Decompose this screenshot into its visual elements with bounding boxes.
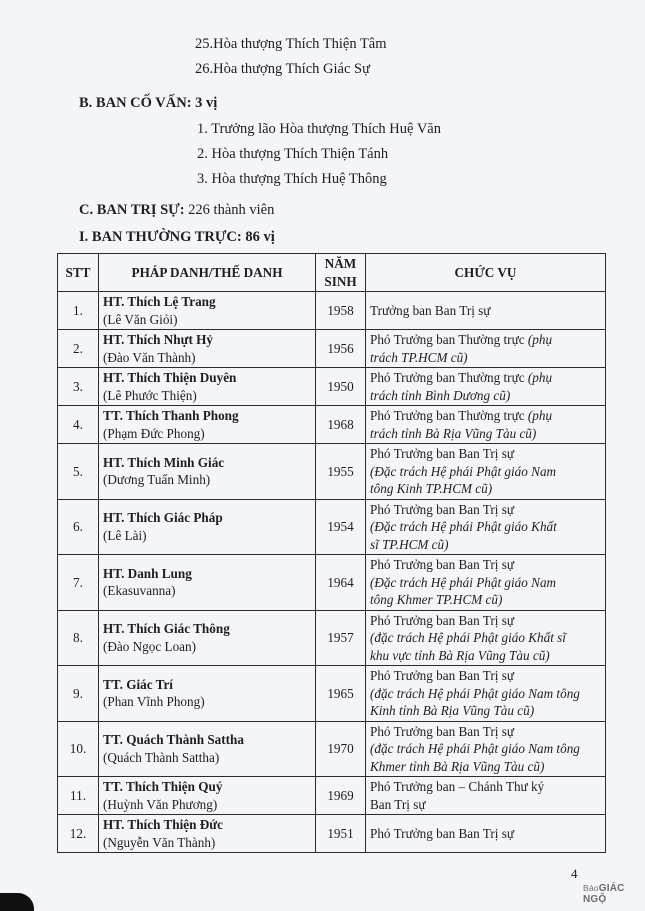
advisor-item: 3. Hòa thượng Thích Huệ Thông <box>197 171 387 187</box>
role-line: Phó Trưởng ban Ban Trị sự <box>370 668 515 683</box>
list-item: 26.Hòa thượng Thích Giác Sự <box>195 61 370 77</box>
cell-name <box>99 777 316 815</box>
role-line: (Đặc trách Hệ phái Phật giáo Khất <box>370 519 557 534</box>
cell-role <box>366 555 606 611</box>
cell-stt: 7. <box>58 555 99 611</box>
table-row <box>58 721 606 777</box>
table-row <box>58 666 606 722</box>
cell-name <box>99 292 316 330</box>
dharma-name: TT. Giác Trí <box>103 676 173 692</box>
cell-name <box>99 666 316 722</box>
cell-name <box>99 406 316 444</box>
cell-role <box>366 666 606 722</box>
cell-stt: 1. <box>58 292 99 330</box>
role-line: Kinh tỉnh Bà Rịa Vũng Tàu cũ) <box>370 703 535 718</box>
role-line: Phó Trưởng ban Thường trực (phụ <box>370 408 553 423</box>
advisor-item: 1. Trưởng lão Hòa thượng Thích Huệ Văn <box>197 121 441 137</box>
role-line: tông Khmer TP.HCM cũ) <box>370 592 503 607</box>
secular-name: (Đào Văn Thành) <box>103 349 196 365</box>
secular-name: (Lê Lài) <box>103 527 147 543</box>
cell-year: 1965 <box>316 666 366 722</box>
header-role: CHỨC VỤ <box>366 254 606 292</box>
cell-year: 1955 <box>316 444 366 500</box>
role-line: Phó Trưởng ban Ban Trị sự <box>370 723 515 739</box>
role-line: Trưởng ban Ban Trị sự <box>370 302 491 318</box>
cell-name <box>99 444 316 500</box>
table-row <box>58 777 606 815</box>
dharma-name: HT. Thích Nhựt Hỷ <box>103 332 214 347</box>
cell-name <box>99 499 316 555</box>
table-row <box>58 444 606 500</box>
dharma-name: HT. Thích Thiện Duyên <box>103 370 237 385</box>
role-line: Phó Trưởng ban Thường trực (phụ <box>370 370 553 385</box>
secular-name: (Quách Thành Sattha) <box>103 749 220 765</box>
cell-stt: 4. <box>58 406 99 444</box>
secular-name: (Lê Phước Thiện) <box>103 387 197 403</box>
table-row <box>58 555 606 611</box>
role-line: tông Kinh TP.HCM cũ) <box>370 481 493 496</box>
role-line: Phó Trưởng ban Ban Trị sự <box>370 612 515 628</box>
cell-stt: 6. <box>58 499 99 555</box>
cell-name <box>99 555 316 611</box>
giac-ngo-logo: BáoGIÁC NGỘ <box>583 883 625 905</box>
cell-year: 1969 <box>316 777 366 815</box>
table-row <box>58 406 606 444</box>
cell-role <box>366 406 606 444</box>
role-line: Khmer tỉnh Bà Rịa Vũng Tàu cũ) <box>370 758 545 774</box>
section-c-count: 226 thành viên <box>184 202 275 218</box>
role-line: Phó Trưởng ban – Chánh Thư ký <box>370 779 545 794</box>
dharma-name: HT. Danh Lung <box>103 565 192 581</box>
secular-name: (Dương Tuấn Minh) <box>103 472 211 488</box>
table-row <box>58 499 606 555</box>
dharma-name: HT. Thích Minh Giác <box>103 454 225 470</box>
section-i-heading: I. BAN THƯỜNG TRỰC: 86 vị <box>79 229 275 245</box>
list-item: 25.Hòa thượng Thích Thiện Tâm <box>195 36 387 52</box>
cell-name <box>99 815 316 853</box>
dharma-name: HT. Thích Thiện Đức <box>103 817 224 832</box>
cell-year: 1951 <box>316 815 366 853</box>
cell-stt: 9. <box>58 666 99 722</box>
role-line: trách TP.HCM cũ) <box>370 349 468 365</box>
page-number: 4 <box>571 866 578 881</box>
dharma-name: TT. Thích Thiện Quý <box>103 779 223 794</box>
cell-role <box>366 330 606 368</box>
cell-year: 1950 <box>316 368 366 406</box>
header-year: NĂM SINH <box>316 254 366 292</box>
section-c-title: C. BAN TRỊ SỰ: <box>79 202 185 218</box>
secular-name: (Nguyễn Văn Thành) <box>103 834 216 850</box>
table-row <box>58 368 606 406</box>
cell-stt: 11. <box>58 777 99 815</box>
secular-name: (Lê Văn Giỏi) <box>103 311 178 327</box>
cell-name <box>99 610 316 666</box>
cell-role <box>366 777 606 815</box>
cell-stt: 2. <box>58 330 99 368</box>
dharma-name: HT. Thích Giác Pháp <box>103 510 223 526</box>
cell-role <box>366 292 606 330</box>
header-name: PHÁP DANH/THẾ DANH <box>99 254 316 292</box>
cell-role <box>366 815 606 853</box>
cell-year: 1970 <box>316 721 366 777</box>
cell-role <box>366 499 606 555</box>
dharma-name: HT. Thích Lệ Trang <box>103 294 216 309</box>
table-header-row <box>58 254 606 292</box>
cell-year: 1968 <box>316 406 366 444</box>
cell-role <box>366 610 606 666</box>
cell-stt: 5. <box>58 444 99 500</box>
advisor-item: 2. Hòa thượng Thích Thiện Tánh <box>197 146 389 162</box>
cell-stt: 12. <box>58 815 99 853</box>
role-line: trách tỉnh Bà Rịa Vũng Tàu cũ) <box>370 425 537 441</box>
role-line: Ban Trị sự <box>370 796 426 812</box>
role-line: sĩ TP.HCM cũ) <box>370 536 449 552</box>
secular-name: (Đào Ngọc Loan) <box>103 638 197 654</box>
standing-committee-table <box>57 253 606 853</box>
cell-stt: 3. <box>58 368 99 406</box>
table-row <box>58 610 606 666</box>
secular-name: (Huỳnh Văn Phương) <box>103 796 218 812</box>
role-line: Phó Trưởng ban Thường trực (phụ <box>370 332 553 347</box>
role-line: (Đặc trách Hệ phái Phật giáo Nam <box>370 574 557 590</box>
table-row <box>58 330 606 368</box>
cell-role <box>366 721 606 777</box>
role-line: Phó Trưởng ban Ban Trị sự <box>370 825 515 841</box>
cell-name <box>99 330 316 368</box>
role-line: trách tỉnh Bình Dương cũ) <box>370 387 511 403</box>
table-row <box>58 815 606 853</box>
role-line: (Đặc trách Hệ phái Phật giáo Nam <box>370 463 557 479</box>
cell-year: 1964 <box>316 555 366 611</box>
section-b-heading: B. BAN CỐ VẤN: 3 vị <box>79 95 218 111</box>
role-line: (đặc trách Hệ phái Phật giáo Khất sĩ <box>370 630 566 645</box>
dharma-name: HT. Thích Giác Thông <box>103 621 230 637</box>
cell-role <box>366 368 606 406</box>
section-c-heading <box>79 202 274 219</box>
header-stt: STT <box>58 254 99 292</box>
cell-year: 1956 <box>316 330 366 368</box>
role-line: (đặc trách Hệ phái Phật giáo Nam tông <box>370 741 580 756</box>
cell-name <box>99 721 316 777</box>
role-line: khu vực tỉnh Bà Rịa Vũng Tàu cũ) <box>370 647 550 663</box>
cell-role <box>366 444 606 500</box>
secular-name: (Ekasuvanna) <box>103 583 176 599</box>
role-line: Phó Trưởng ban Ban Trị sự <box>370 557 515 572</box>
scan-corner-shadow <box>0 893 34 911</box>
cell-name <box>99 368 316 406</box>
cell-year: 1958 <box>316 292 366 330</box>
cell-stt: 8. <box>58 610 99 666</box>
dharma-name: TT. Quách Thành Sattha <box>103 732 244 748</box>
cell-year: 1957 <box>316 610 366 666</box>
secular-name: (Phan Vĩnh Phong) <box>103 694 205 710</box>
role-line: Phó Trưởng ban Ban Trị sự <box>370 501 515 517</box>
table-row <box>58 292 606 330</box>
role-line: Phó Trưởng ban Ban Trị sự <box>370 446 515 461</box>
role-line: (đặc trách Hệ phái Phật giáo Nam tông <box>370 685 580 701</box>
secular-name: (Phạm Đức Phong) <box>103 425 205 441</box>
cell-year: 1954 <box>316 499 366 555</box>
dharma-name: TT. Thích Thanh Phong <box>103 408 239 423</box>
cell-stt: 10. <box>58 721 99 777</box>
